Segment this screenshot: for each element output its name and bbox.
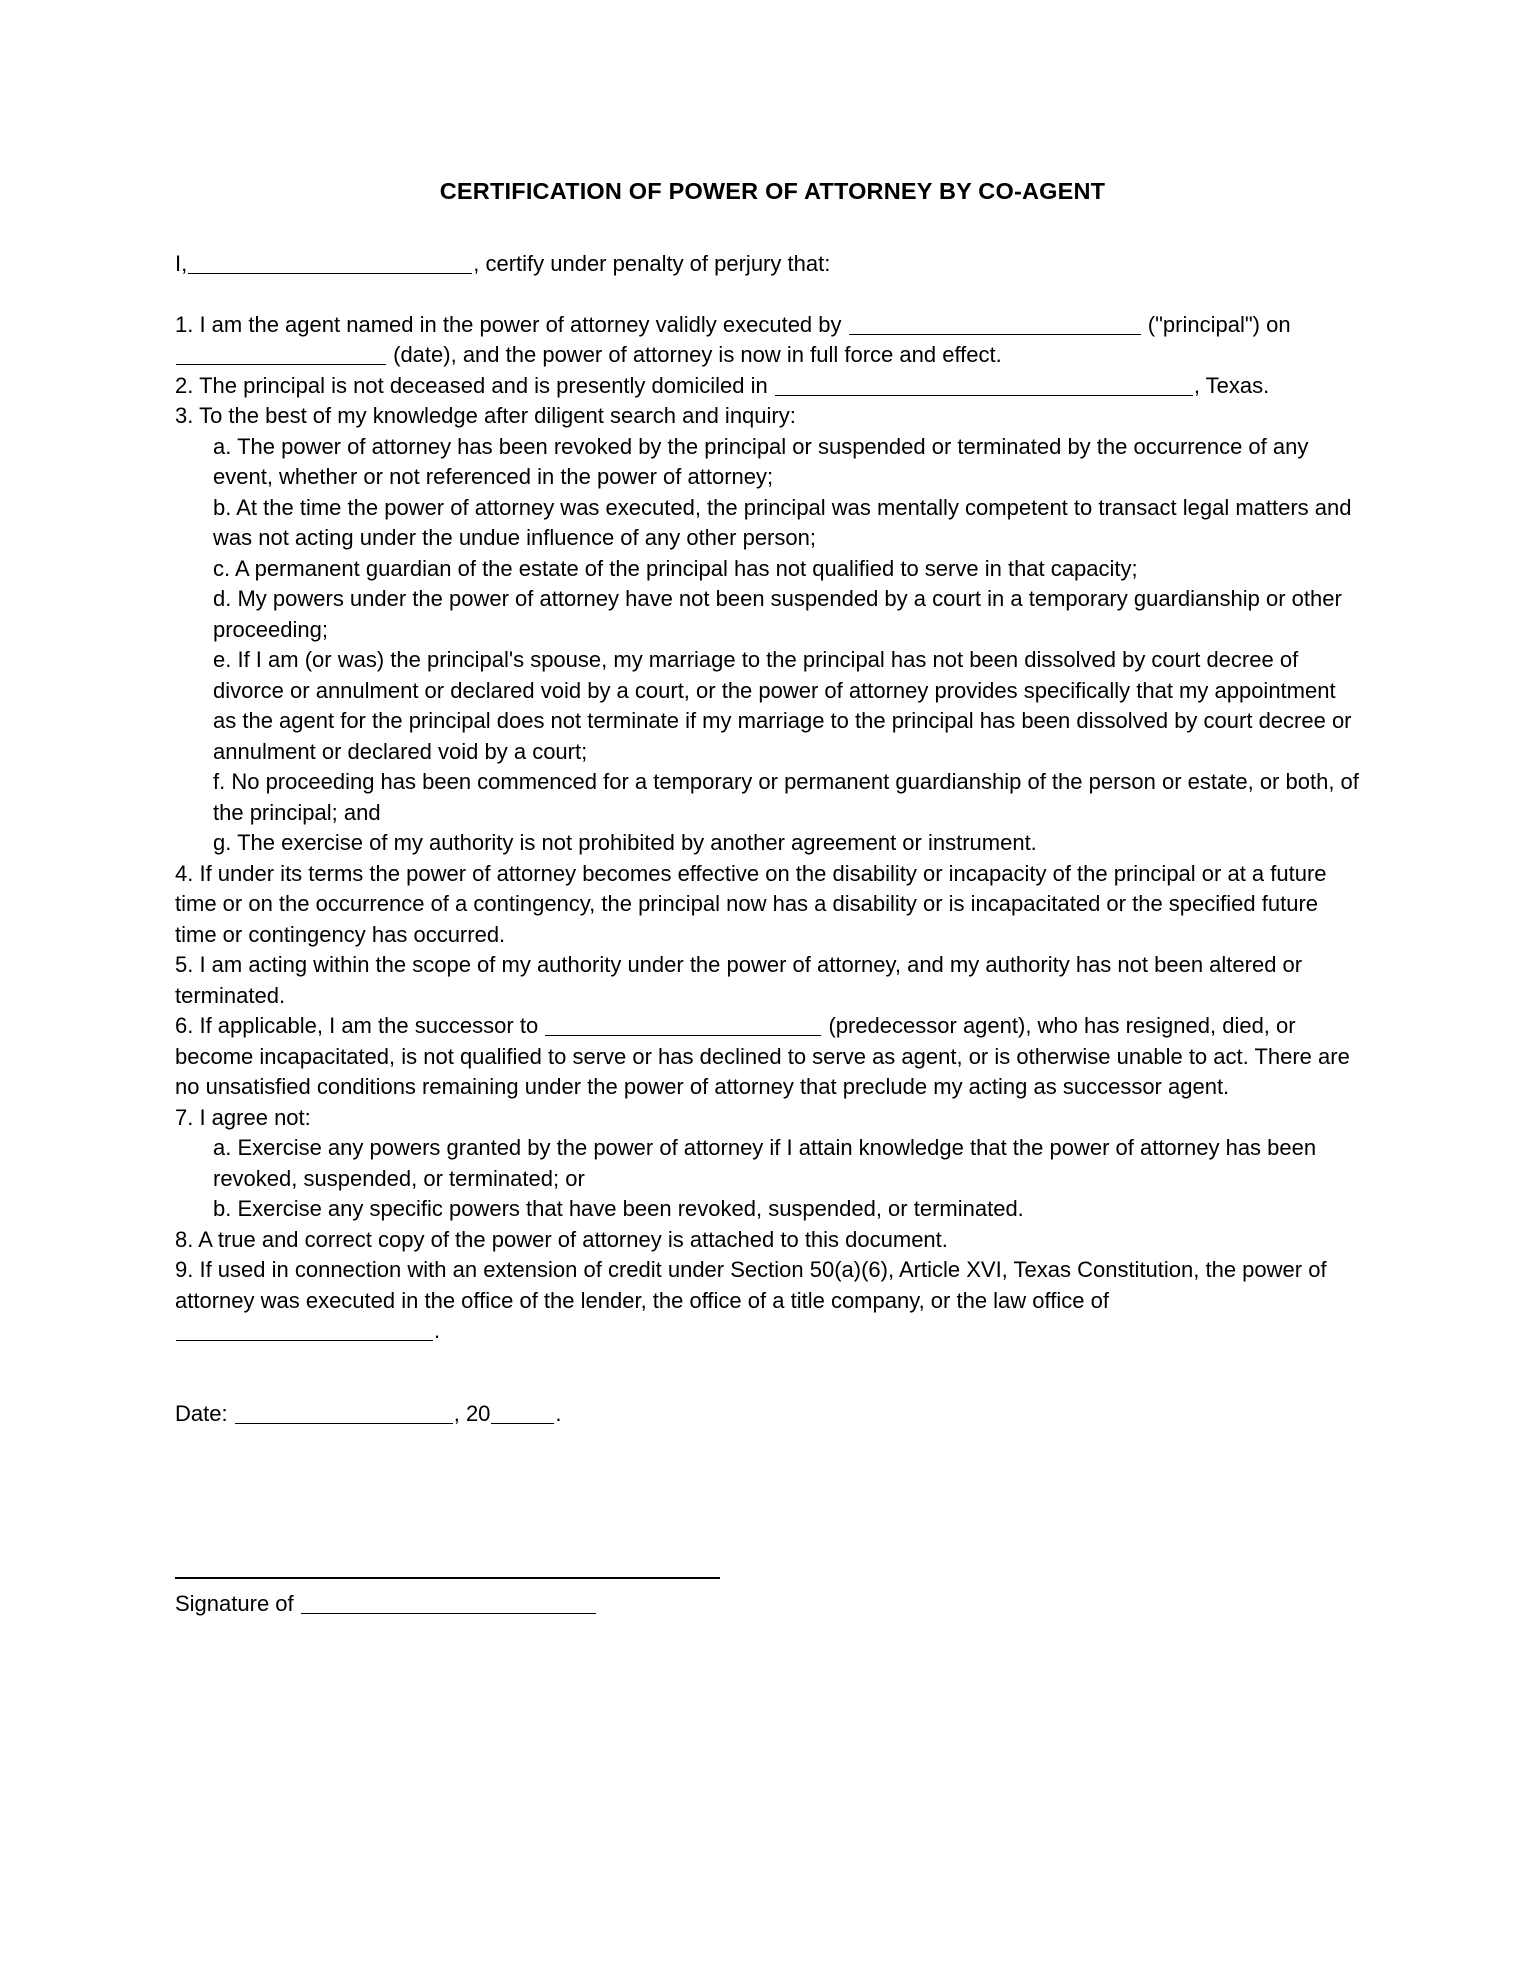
item-1-part-2: ("principal") on — [1147, 311, 1291, 337]
date-line — [175, 1399, 1360, 1430]
item-2-part-1: 2. The principal is not deceased and is presently domiciled in — [175, 372, 768, 398]
item-3c: c. A permanent guardian of the estate of the principal has not qualified to serve in that capacity; — [213, 555, 1138, 581]
item-5: 5. I am acting within the scope of my authority under the power of attorney, and my authority has not been altered or terminated. — [175, 952, 1303, 1008]
item-7a: a. Exercise any powers granted by the power of attorney if I attain knowledge that the power of attorney has been revoked, suspended, or terminated; or — [213, 1135, 1317, 1191]
item-3a: a. The power of attorney has been revoked by the principal or suspended or terminated by the occurrence of any event, whether or not referenced in the power of attorney; — [213, 433, 1309, 489]
item-7b: b. Exercise any specific powers that have been revoked, suspended, or terminated. — [213, 1196, 1024, 1221]
date-label: Date: — [175, 1400, 228, 1426]
item-2 — [175, 371, 1360, 402]
certification-intro — [175, 249, 1360, 280]
item-3f: f. No proceeding has been commenced for a temporary or permanent guardianship of the person or estate, or both, of the principal; and — [213, 769, 1359, 825]
item-3e: e. If I am (or was) the principal's spouse, my marriage to the principal has not been dissolved by court decree of divorce or annulment or declared void by a court, or the power of attorney provides specifically that my appointment as the agent for the principal does not terminate if my marriage to the principal has been dissolved by court decree or annulment or declared void by a court; — [213, 647, 1352, 764]
signature-rule[interactable] — [175, 1577, 720, 1579]
intro-lead-text: I, — [175, 251, 188, 276]
page-title: CERTIFICATION OF POWER OF ATTORNEY BY CO-AGENT — [439, 178, 1106, 204]
principal-name-blank[interactable] — [849, 317, 1141, 335]
signature-block — [175, 1577, 1360, 1620]
signature-label: Signature of — [175, 1591, 294, 1616]
domicile-county-blank[interactable] — [775, 378, 1193, 396]
date-year-blank[interactable] — [491, 1406, 554, 1424]
item-2-part-2: , Texas. — [1193, 372, 1270, 398]
item-8: 8. A true and correct copy of the power of attorney is attached to this document. — [175, 1226, 948, 1252]
item-3g: g. The exercise of my authority is not prohibited by another agreement or instrument. — [213, 830, 1037, 855]
item-1 — [175, 310, 1360, 371]
signature-of-name-blank[interactable] — [301, 1596, 596, 1614]
item-3b: b. At the time the power of attorney was executed, the principal was mentally competent to transact legal matters and was not acting under the undue influence of any other person; — [213, 494, 1352, 550]
document-body — [175, 178, 1360, 1620]
law-office-blank[interactable] — [176, 1323, 433, 1341]
signature-label-line — [175, 1589, 1360, 1620]
item-6-part-2: (predecessor agent), who has resigned, died, or become incapacitated, is not qualified to serve or has declined to serve as agent, or is otherwise unable to act. There are no unsatisfied conditions remaining under the power of attorney that preclude my acting as successor agent. — [175, 1013, 1350, 1099]
item-9-part-1: 9. If used in connection with an extension of credit under Section 50(a)(6), Article XVI, Texas Constitution, the power of attorney was executed in the office of the lender, the office of a title company, or the law office of — [175, 1257, 1327, 1313]
item-9-part-2: . — [434, 1318, 441, 1343]
predecessor-agent-blank[interactable] — [545, 1018, 821, 1036]
intro-trail-text: , certify under penalty of perjury that: — [473, 251, 831, 276]
item-9 — [175, 1255, 1360, 1347]
certifier-name-blank[interactable] — [188, 256, 472, 274]
item-4: 4. If under its terms the power of attorney becomes effective on the disability or incapacity of the principal or at a future time or on the occurrence of a contingency, the principal now has a disability or is incapacitated or the specified future time or contingency has occurred. — [175, 860, 1327, 947]
item-6-part-1: 6. If applicable, I am the successor to — [175, 1013, 539, 1038]
execution-date-blank[interactable] — [176, 347, 386, 365]
item-1-part-1: 1. I am the agent named in the power of attorney validly executed by — [175, 311, 842, 337]
item-6 — [175, 1011, 1360, 1103]
item-3: 3. To the best of my knowledge after diligent search and inquiry: — [175, 403, 796, 428]
date-terminator: . — [555, 1400, 562, 1426]
item-3d: d. My powers under the power of attorney have not been suspended by a court in a temporary guardianship or other proceeding; — [213, 586, 1342, 642]
item-1-part-3: (date), and the power of attorney is now in full force and effect. — [393, 342, 1002, 367]
item-7: 7. I agree not: — [175, 1104, 311, 1130]
date-month-day-blank[interactable] — [235, 1406, 453, 1424]
date-separator: , 20 — [453, 1400, 491, 1426]
